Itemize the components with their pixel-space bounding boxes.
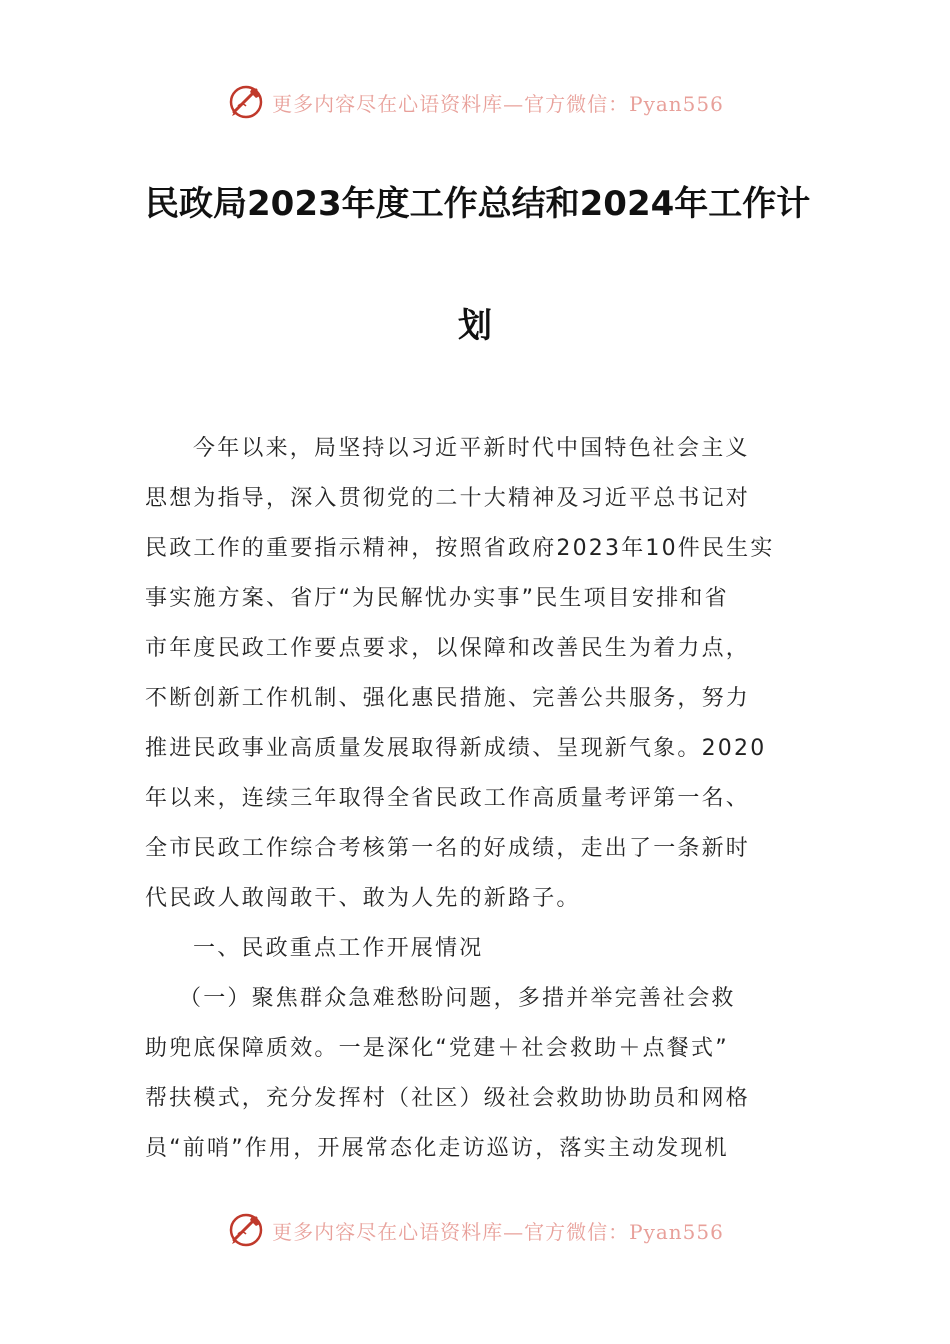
section-heading-text: 一、民政重点工作开展情况 — [193, 936, 484, 961]
footer-banner-text: 更多内容尽在心语资料库—官方微信：Pyan556 — [272, 1219, 724, 1244]
document-title-line-1: 民政局2023年度工作总结和2024年工作计 — [145, 184, 811, 224]
text-line: 事实施方案、省厅“为民解忧办实事”民生项目安排和省 — [145, 586, 729, 611]
text-line: 民政工作的重要指示精神，按照省政府2023年10件民生实 — [145, 536, 775, 561]
section-heading — [145, 924, 805, 974]
text-line: 今年以来，局坚持以习近平新时代中国特色社会主义 — [193, 436, 750, 461]
text-line: 全市民政工作综合考核第一名的好成绩，走出了一条新时 — [145, 836, 751, 861]
footer-banner — [0, 1208, 950, 1252]
text-line: 市年度民政工作要点要求，以保障和改善民生为着力点， — [145, 636, 751, 661]
text-line: 推进民政事业高质量发展取得新成绩、呈现新气象。2020 — [145, 736, 767, 761]
text-line: 助兜底保障质效。一是深化“党建＋社会救助＋点餐式” — [145, 1036, 729, 1061]
paragraph-section-1 — [145, 974, 805, 1174]
text-line: （一）聚焦群众急难愁盼问题，多措并举完善社会救 — [179, 986, 736, 1011]
text-line: 不断创新工作机制、强化惠民措施、完善公共服务，努力 — [145, 686, 751, 711]
text-line: 员“前哨”作用，开展常态化走访巡访，落实主动发现机 — [145, 1136, 729, 1161]
text-line: 年以来，连续三年取得全省民政工作高质量考评第一名、 — [145, 786, 751, 811]
text-line: 思想为指导，深入贯彻党的二十大精神及习近平总书记对 — [145, 486, 751, 511]
text-line: 代民政人敢闯敢干、敢为人先的新路子。 — [145, 886, 581, 911]
document-title-line-2: 划 — [458, 306, 492, 346]
header-banner-text: 更多内容尽在心语资料库—官方微信：Pyan556 — [272, 91, 724, 116]
header-banner — [0, 80, 950, 124]
pen-logo-icon — [226, 1210, 266, 1250]
text-line: 帮扶模式，充分发挥村（社区）级社会救助协助员和网格 — [145, 1086, 751, 1111]
pen-logo-icon — [226, 82, 266, 122]
paragraph-intro — [145, 424, 805, 924]
